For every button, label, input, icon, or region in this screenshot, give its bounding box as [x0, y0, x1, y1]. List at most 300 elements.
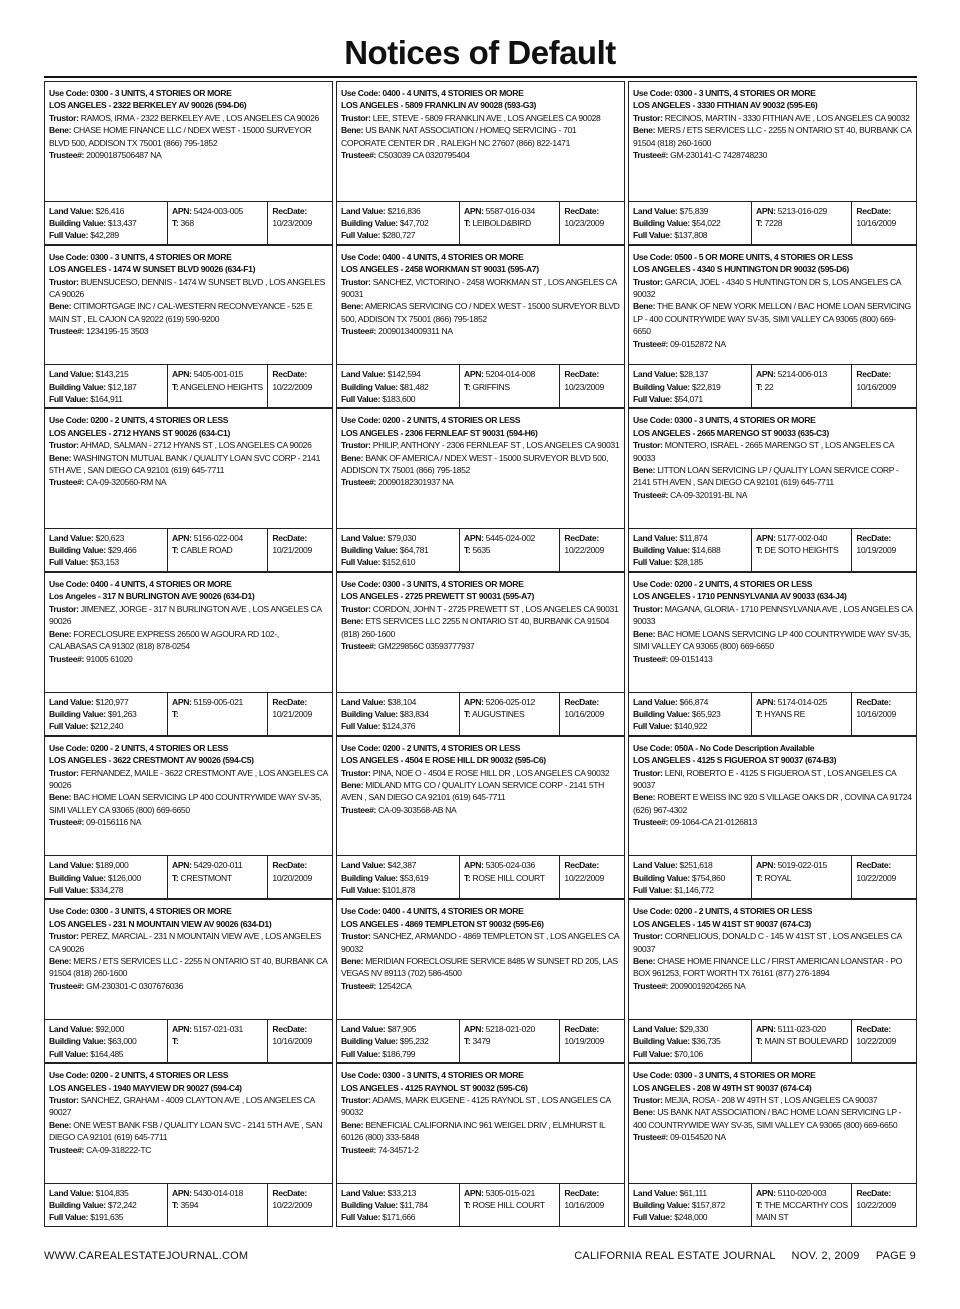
full-value-label: Full Value:	[633, 1212, 673, 1223]
use-code: Use Code: 0300 - 3 UNITS, 4 STORIES OR MORE	[633, 88, 816, 98]
trustor-line-label: Trustor:	[633, 112, 663, 123]
values-row	[628, 693, 917, 736]
trustee-line	[49, 980, 328, 992]
trustor-line-label: Trustor:	[49, 440, 79, 451]
trustor-line	[633, 439, 912, 464]
notice-details	[628, 81, 917, 202]
apn-value: 5019-022-015	[777, 860, 827, 871]
trustee-line-value: 20090019204265 NA	[670, 980, 746, 991]
trustee-line-value: C503039 CA 0320795404	[378, 150, 470, 161]
apn-line	[756, 205, 848, 217]
building-value	[633, 1035, 748, 1047]
beneficiary-line-label: Bene:	[633, 792, 656, 803]
trustee-line-value: 09-0151413	[670, 653, 713, 664]
trustor-line-label: Trustor:	[49, 1094, 79, 1105]
land-value-label: Land Value:	[49, 1187, 94, 1198]
recdate-value: 10/16/2009	[272, 1036, 312, 1047]
tract-value: DE SOTO HEIGHTS	[764, 545, 839, 556]
trustee-line-value: GM-230141-C 7428748230	[670, 150, 768, 161]
apn-label: APN:	[463, 369, 484, 380]
full-value	[341, 556, 456, 568]
recdate-value: 10/22/2009	[272, 381, 312, 392]
land-value-label: Land Value:	[633, 205, 678, 216]
beneficiary-line	[633, 124, 912, 149]
parcel-info	[751, 1184, 851, 1226]
tract-label: T:	[755, 1036, 763, 1047]
trustee-line	[633, 980, 912, 992]
values-row	[628, 856, 917, 899]
recdate-value: 10/16/2009	[856, 708, 896, 719]
tract-value: LEIBOLD&BIRD	[472, 217, 531, 228]
notice-details	[44, 1063, 333, 1184]
values-row	[44, 1020, 333, 1063]
use-code: Use Code: 0200 - 2 UNITS, 4 STORIES OR LESS	[341, 415, 521, 426]
trustor-line-value: GARCIA, JOEL - 4340 S HUNTINGTON DR S, LOS ANGELES CA 90032	[633, 276, 901, 299]
trustor-line-label: Trustor:	[633, 767, 663, 778]
use-code: Use Code: 0300 - 3 UNITS, 4 STORIES OR MORE	[49, 906, 232, 917]
trustor-line-label: Trustor:	[633, 1094, 663, 1105]
recdate-value: 10/22/2009	[564, 545, 604, 556]
trustee-line	[341, 980, 620, 992]
property-address: LOS ANGELES - 2322 BERKELEY AV 90026 (594-D6)	[49, 100, 247, 111]
parcel-info	[751, 693, 851, 735]
building-value-amount: $36,735	[691, 1036, 721, 1047]
land-value	[49, 1023, 164, 1035]
parcel-info	[459, 365, 559, 407]
building-value-amount: $63,000	[107, 1036, 137, 1047]
building-value	[49, 381, 164, 393]
land-value-amount: $142,594	[387, 369, 421, 380]
trustor-line-label: Trustor:	[341, 931, 371, 942]
trustee-line-label: Trustee#:	[633, 817, 669, 828]
building-value	[341, 1035, 456, 1047]
parcel-info	[459, 856, 559, 898]
tract-line	[756, 544, 848, 556]
tract-label: T:	[463, 1036, 471, 1047]
full-value	[633, 1211, 748, 1223]
land-value-label: Land Value:	[49, 369, 94, 380]
land-value-label: Land Value:	[341, 1024, 386, 1035]
recdate-label: RecDate:	[564, 369, 599, 380]
trustee-line-label: Trustee#:	[341, 804, 377, 815]
recdate-value: 10/16/2009	[564, 1200, 604, 1211]
beneficiary-line	[49, 791, 328, 816]
full-value-label: Full Value:	[633, 230, 673, 241]
recording-date	[851, 365, 916, 407]
use-code: Use Code: 0300 - 3 UNITS, 4 STORIES OR MORE	[341, 579, 524, 590]
tract-line	[464, 217, 556, 229]
trustor-line-value: SANCHEZ, GRAHAM - 4009 CLAYTON AVE , LOS ANGELES CA 90027	[49, 1094, 315, 1118]
apn-value: 5218-021-020	[485, 1024, 535, 1035]
tract-line	[464, 708, 556, 720]
tract-label: T:	[463, 545, 471, 556]
building-value-label: Building Value:	[633, 1036, 690, 1047]
land-value-amount: $61,111	[679, 1187, 707, 1198]
property-values	[629, 365, 751, 407]
trustor-line	[341, 276, 620, 301]
full-value-amount: $1,146,772	[674, 884, 714, 895]
beneficiary-line-label: Bene:	[341, 1119, 364, 1130]
tract-line	[756, 217, 848, 229]
land-value-label: Land Value:	[341, 860, 386, 871]
recdate-label: RecDate:	[272, 696, 307, 707]
full-value-amount: $248,000	[674, 1212, 708, 1223]
trustee-line-label: Trustee#:	[341, 641, 377, 652]
land-value-label: Land Value:	[633, 533, 678, 544]
tract-label: T:	[171, 1200, 179, 1211]
full-value	[49, 884, 164, 896]
apn-label: APN:	[171, 205, 192, 216]
beneficiary-line-label: Bene:	[633, 465, 656, 475]
tract-value: 22	[764, 381, 774, 392]
trustor-line	[633, 1094, 912, 1106]
full-value-amount: $280,727	[382, 230, 416, 241]
full-value-label: Full Value:	[633, 1048, 673, 1059]
recdate-value: 10/20/2009	[272, 872, 312, 883]
full-value	[49, 1048, 164, 1060]
recdate-label: RecDate:	[564, 533, 599, 544]
full-value-label: Full Value:	[341, 1048, 381, 1059]
recording-date	[559, 693, 624, 735]
beneficiary-line	[341, 452, 620, 477]
building-value-amount: $754,860	[691, 872, 725, 883]
building-value-amount: $12,187	[107, 381, 137, 392]
trustor-line-value: MEJIA, ROSA - 208 W 49TH ST , LOS ANGELES CA 90037	[664, 1094, 878, 1105]
apn-line	[172, 859, 264, 871]
recording-date	[851, 529, 916, 571]
full-value-label: Full Value:	[633, 393, 673, 404]
full-value-label: Full Value:	[49, 557, 89, 568]
tract-label: T:	[171, 872, 179, 883]
trustor-line-value: SANCHEZ, ARMANDO - 4869 TEMPLETON ST , LOS ANGELES CA 90032	[341, 931, 619, 954]
notice-listing	[44, 572, 333, 736]
land-value	[341, 859, 456, 871]
values-row	[628, 529, 917, 572]
apn-line	[464, 205, 556, 217]
tract-label: T:	[463, 217, 471, 228]
notice-details	[628, 408, 917, 529]
beneficiary-line-value: CHASE HOME FINANCE LLC / NDEX WEST - 15000 SURVEYOR BLVD 500, ADDISON TX 75001 (866) 795-1852	[49, 125, 312, 148]
building-value	[341, 217, 456, 229]
property-values	[337, 1020, 459, 1062]
notice-listing	[336, 81, 625, 245]
trustee-line	[341, 804, 620, 816]
building-value	[49, 1035, 164, 1047]
apn-label: APN:	[755, 1187, 776, 1198]
trustee-line-label: Trustee#:	[633, 1132, 669, 1143]
trustor-line-label: Trustor:	[341, 603, 371, 614]
apn-line	[172, 1023, 264, 1035]
parcel-info	[167, 202, 267, 244]
apn-label: APN:	[755, 860, 776, 871]
values-row	[336, 365, 625, 408]
values-row	[336, 856, 625, 899]
beneficiary-line	[341, 615, 620, 640]
notice-details	[336, 245, 625, 366]
land-value	[341, 368, 456, 380]
tract-value: HYANS RE	[764, 708, 805, 719]
recording-date	[267, 202, 332, 244]
land-value-amount: $189,000	[95, 860, 129, 871]
beneficiary-line	[633, 628, 912, 653]
trustor-line-value: AHMAD, SALMAN - 2712 HYANS ST , LOS ANGELES CA 90026	[80, 440, 312, 451]
trustee-line-value: 20090182301937 NA	[378, 477, 454, 488]
land-value	[633, 368, 748, 380]
apn-value: 5429-020-011	[193, 860, 243, 871]
full-value-amount: $101,878	[382, 884, 416, 895]
trustee-line	[633, 338, 912, 350]
full-value-label: Full Value:	[49, 230, 89, 241]
tract-value: 3594	[180, 1200, 199, 1211]
full-value-label: Full Value:	[341, 1212, 381, 1223]
beneficiary-line-value: WASHINGTON MUTUAL BANK / QUALITY LOAN SVC CORP - 2141 5TH AVE , SAN DIEGO CA 92101 (619) 645-7711	[49, 452, 320, 475]
tract-line	[464, 1035, 556, 1047]
trustor-line-value: FERNANDEZ, MAILE - 3622 CRESTMONT AVE , LOS ANGELES CA 90026	[49, 767, 328, 790]
building-value-amount: $72,242	[107, 1200, 137, 1211]
use-code: Use Code: 0500 - 5 OR MORE UNITS, 4 STORIES OR LESS	[633, 251, 853, 262]
apn-label: APN:	[755, 369, 776, 380]
trustee-line-value: 20090187506487 NA	[86, 150, 162, 161]
trustor-line-value: SANCHEZ, VICTORINO - 2458 WORKMAN ST , LOS ANGELES CA 90031	[341, 276, 617, 299]
land-value-amount: $104,835	[95, 1187, 129, 1198]
land-value	[633, 696, 748, 708]
recording-date	[559, 365, 624, 407]
beneficiary-line	[633, 955, 912, 980]
beneficiary-line-label: Bene:	[49, 1119, 72, 1130]
trustor-line-value: JIMENEZ, JORGE - 317 N BURLINGTON AVE , LOS ANGELES CA 90026	[49, 603, 322, 627]
apn-label: APN:	[755, 696, 776, 707]
building-value	[633, 708, 748, 720]
tract-value: 7228	[764, 217, 783, 228]
use-code: Use Code: 0200 - 2 UNITS, 4 STORIES OR LESS	[633, 906, 813, 917]
beneficiary-line	[633, 1106, 912, 1131]
full-value	[49, 720, 164, 732]
full-value	[341, 393, 456, 405]
full-value	[49, 1211, 164, 1223]
notice-listing	[44, 245, 333, 409]
land-value	[633, 205, 748, 217]
values-row	[628, 202, 917, 245]
apn-label: APN:	[463, 696, 484, 707]
beneficiary-line-label: Bene:	[633, 1107, 656, 1118]
trustor-line-label: Trustor:	[341, 276, 371, 287]
recdate-label: RecDate:	[564, 696, 599, 707]
building-value-label: Building Value:	[49, 708, 106, 719]
property-values	[337, 365, 459, 407]
values-row	[44, 365, 333, 408]
land-value-label: Land Value:	[633, 369, 678, 380]
apn-line	[464, 532, 556, 544]
property-address: LOS ANGELES - 3622 CRESTMONT AV 90026 (594-C5)	[49, 755, 254, 766]
recdate-value: 10/22/2009	[272, 1200, 312, 1211]
tract-value: THE MCCARTHY COS MAIN ST	[755, 1200, 848, 1223]
building-value-label: Building Value:	[49, 1036, 106, 1047]
property-address: LOS ANGELES - 4125 RAYNOL ST 90032 (595-C6)	[341, 1082, 528, 1093]
apn-label: APN:	[171, 860, 192, 871]
trustor-line	[49, 439, 328, 451]
beneficiary-line-value: ROBERT E WEISS INC 920 S VILLAGE OAKS DR , COVINA CA 91724 (626) 967-4302	[633, 792, 912, 815]
apn-line	[172, 1187, 264, 1199]
land-value	[633, 532, 748, 544]
beneficiary-line-value: THE BANK OF NEW YORK MELLON / BAC HOME LOAN SERVICING LP - 400 COUNTRYWIDE WAY SV-35, SIMI VALLEY CA 93065 (800) 669-6650	[633, 301, 911, 337]
apn-value: 5159-005-021	[193, 696, 243, 707]
apn-label: APN:	[463, 1024, 484, 1035]
trustor-line-value: RAMOS, IRMA - 2322 BERKELEY AVE , LOS ANGELES CA 90026	[80, 112, 319, 123]
apn-label: APN:	[171, 369, 192, 380]
recdate-value: 10/23/2009	[564, 217, 604, 228]
full-value-label: Full Value:	[49, 393, 89, 404]
recdate-label: RecDate:	[272, 860, 307, 871]
notice-details	[44, 572, 333, 693]
trustee-line	[49, 149, 328, 161]
footer-website[interactable]: WWW.CAREALESTATEJOURNAL.COM	[44, 1250, 249, 1262]
full-value-amount: $164,911	[90, 393, 123, 404]
building-value-label: Building Value:	[341, 1200, 398, 1211]
trustee-line-value: 74-34571-2	[378, 1144, 419, 1155]
trustor-line-value: LEE, STEVE - 5809 FRANKLIN AVE , LOS ANGELES CA 90028	[372, 112, 601, 123]
trustee-line-value: CA-09-320191-BL NA	[670, 489, 748, 500]
values-row	[336, 529, 625, 572]
trustee-line-value: 09-0156116 NA	[86, 817, 142, 828]
use-code: Use Code: 0200 - 2 UNITS, 4 STORIES OR LESS	[49, 742, 229, 753]
trustor-line-label: Trustor:	[341, 767, 371, 778]
values-row	[628, 1020, 917, 1063]
building-value-label: Building Value:	[341, 381, 398, 392]
tract-line	[756, 381, 848, 393]
beneficiary-line	[341, 1119, 620, 1144]
apn-line	[756, 1187, 848, 1199]
apn-line	[464, 1023, 556, 1035]
parcel-info	[167, 693, 267, 735]
notice-details	[628, 572, 917, 693]
land-value-label: Land Value:	[341, 533, 386, 544]
trustee-line-value: 91005 61020	[86, 653, 133, 664]
trustee-line	[49, 476, 328, 488]
tract-label: T:	[171, 545, 179, 556]
full-value-label: Full Value:	[341, 721, 381, 732]
recdate-value: 10/22/2009	[856, 872, 896, 883]
recdate-label: RecDate:	[856, 205, 891, 216]
trustor-line	[49, 276, 328, 301]
property-values	[45, 856, 167, 898]
full-value-amount: $164,485	[90, 1048, 124, 1059]
beneficiary-line	[633, 791, 912, 816]
building-value-amount: $95,232	[399, 1036, 429, 1047]
property-address: LOS ANGELES - 2665 MARENGO ST 90033 (635-C3)	[633, 427, 829, 438]
full-value-amount: $171,666	[382, 1212, 416, 1223]
trustee-line-value: CA-09-303568-AB NA	[378, 804, 457, 815]
tract-value: ANGELENO HEIGHTS	[180, 381, 263, 392]
building-value	[633, 1199, 748, 1211]
recdate-value: 10/21/2009	[272, 545, 312, 556]
land-value-amount: $216,836	[387, 205, 421, 216]
land-value-label: Land Value:	[341, 1187, 386, 1198]
trustor-line	[49, 112, 328, 124]
trustor-line-value: PINA, NOE O - 4504 E ROSE HILL DR , LOS ANGELES CA 90032	[372, 767, 610, 778]
trustee-line-label: Trustee#:	[633, 489, 669, 500]
apn-label: APN:	[171, 1024, 192, 1035]
property-address: LOS ANGELES - 5809 FRANKLIN AV 90028 (593-G3)	[341, 100, 537, 111]
full-value-amount: $54,071	[674, 393, 703, 404]
beneficiary-line-value: US BANK NAT ASSOCIATION / HOMEQ SERVICING - 701 COPORATE CENTER DR , RALEIGH NC 27607 (866) 822-1471	[341, 125, 577, 148]
property-address: LOS ANGELES - 1710 PENNSYLVANIA AV 90033 (634-J4)	[633, 591, 847, 602]
title-rule	[44, 76, 917, 78]
trustee-line	[633, 653, 912, 665]
trustee-line	[341, 1144, 620, 1156]
trustor-line-value: CORDON, JOHN T - 2725 PREWETT ST , LOS ANGELES CA 90031	[372, 603, 619, 614]
trustor-line-value: LENI, ROBERTO E - 4125 S FIGUEROA ST , LOS ANGELES CA 90037	[633, 767, 896, 790]
trustor-line-value: RECINOS, MARTIN - 3330 FITHIAN AVE , LOS ANGELES CA 90032	[664, 112, 910, 123]
property-address: LOS ANGELES - 4340 S HUNTINGTON DR 90032 (595-D6)	[633, 264, 849, 275]
full-value	[633, 1048, 748, 1060]
trustee-line-label: Trustee#:	[49, 326, 85, 337]
trustee-line-label: Trustee#:	[49, 477, 85, 488]
recording-date	[559, 202, 624, 244]
land-value	[341, 532, 456, 544]
recording-date	[559, 1020, 624, 1062]
property-values	[629, 1184, 751, 1226]
full-value-amount: $124,376	[382, 721, 416, 732]
trustor-line-label: Trustor:	[341, 440, 371, 451]
land-value	[633, 859, 748, 871]
trustor-line-label: Trustor:	[49, 931, 79, 942]
trustor-line	[633, 112, 912, 124]
tract-line	[172, 544, 264, 556]
trustor-line	[49, 930, 328, 955]
building-value-amount: $22,819	[691, 381, 721, 392]
parcel-info	[751, 1020, 851, 1062]
trustor-line	[341, 112, 620, 124]
page-title: Notices of Default	[344, 34, 616, 71]
full-value	[633, 393, 748, 405]
land-value	[49, 532, 164, 544]
apn-value: 5157-021-031	[193, 1024, 243, 1035]
property-address: LOS ANGELES - 4504 E ROSE HILL DR 90032 (595-C6)	[341, 755, 546, 766]
apn-value: 5111-023-020	[777, 1024, 826, 1035]
use-code: Use Code: 050A - No Code Description Available	[633, 742, 815, 753]
recording-date	[267, 365, 332, 407]
land-value	[49, 205, 164, 217]
full-value-amount: $152,610	[382, 557, 416, 568]
tract-value: CABLE ROAD	[180, 545, 233, 556]
land-value-amount: $143,215	[95, 369, 129, 380]
apn-line	[756, 1023, 848, 1035]
full-value-amount: $70,106	[674, 1048, 703, 1059]
recdate-label: RecDate:	[856, 696, 891, 707]
apn-line	[756, 368, 848, 380]
beneficiary-line	[49, 300, 328, 325]
property-values	[629, 693, 751, 735]
trustee-line-value: GM229856C 03593777937	[378, 641, 475, 652]
property-address: LOS ANGELES - 208 W 49TH ST 90037 (674-C4)	[633, 1082, 812, 1093]
tract-label: T:	[755, 708, 763, 719]
use-code: Use Code: 0300 - 3 UNITS, 4 STORIES OR MORE	[633, 415, 816, 426]
beneficiary-line-label: Bene:	[341, 452, 364, 463]
beneficiary-line-label: Bene:	[49, 956, 72, 967]
trustee-line-label: Trustee#:	[49, 1144, 85, 1155]
apn-value: 5305-015-021	[485, 1187, 535, 1198]
apn-value: 5405-001-015	[193, 369, 243, 380]
trustor-line-value: CORNELIOUS, DONALD C - 145 W 41ST ST , LOS ANGELES CA 90037	[633, 931, 902, 954]
recording-date	[267, 856, 332, 898]
values-row	[44, 529, 333, 572]
apn-value: 5177-002-040	[777, 533, 827, 544]
beneficiary-line	[49, 452, 328, 477]
building-value-amount: $29,466	[107, 545, 137, 556]
apn-label: APN:	[463, 533, 484, 544]
trustee-line-label: Trustee#:	[49, 980, 85, 991]
trustee-line-value: 12542CA	[378, 980, 412, 991]
